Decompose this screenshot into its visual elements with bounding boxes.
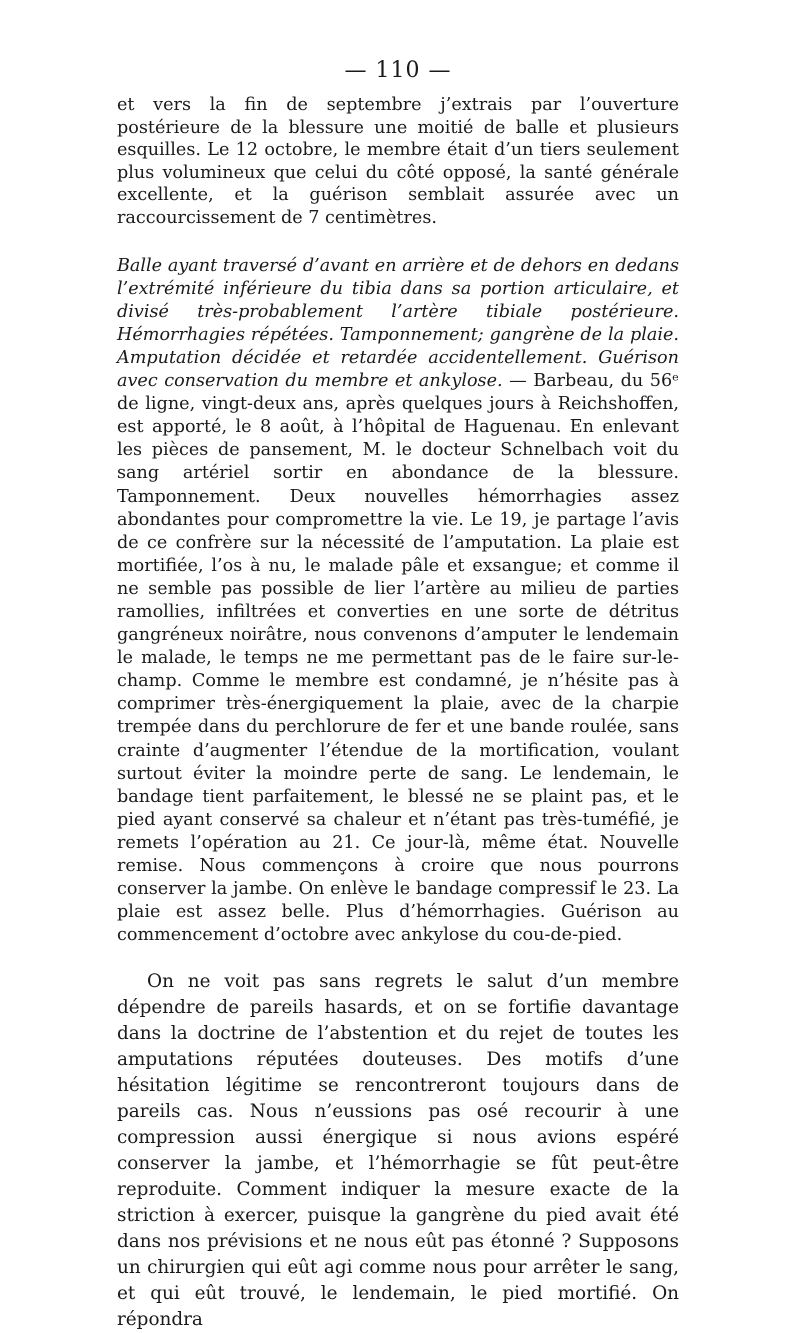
reflection-paragraph: On ne voit pas sans regrets le salut d’un membre dépendre de pareils hasards, et on se fortifie davantage dans la doctrine de l’abstention et du rejet de toutes les amputations réputées douteuses. Des motifs d’une hésitation légitime se rencontreront toujours dans de pareils cas. Nous n’eussions pas osé recourir à une compression aussi énergique si nous avions espéré conserver la jambe, et l’hémorrhagie se fût peut-être reproduite. Comment indiquer la mesure exacte de la striction à exercer, puisque la gangrène du pied avait été dans nos prévisions et ne nous eût pas étonné ? Supposons un chirurgien qui eût agi comme nous pour arrêter le sang, et qui eût trouvé, le lendemain, le pied mortifié. On répondra	[117, 971, 679, 1331]
case-paragraph	[117, 255, 679, 948]
page-number: — 110 —	[344, 58, 452, 83]
intro-paragraph: et vers la fin de septembre j’extrais par l’ouverture postérieure de la blessure une moitié de balle et plusieurs esquilles. Le 12 octobre, le membre était d’un tiers seulement plus volumineux que celui du côté opposé, la santé générale excellente, et la guérison semblait assurée avec un raccourcissement de 7 centimètres.	[117, 95, 679, 228]
book-page	[117, 56, 679, 1333]
case-title: Balle ayant traversé d’avant en arrière et de dehors en dedans l’extrémité inférieure du tibia dans sa portion articulaire, et divisé très-probablement l’artère tibiale postérieure. Hémorrhagies répétées. Tamponnement; gangrène de la plaie. Amputation décidée et retardée accidentellement. Guérison avec conservation du membre et ankylose.	[117, 255, 679, 392]
case-body: — Barbeau, du 56ᵉ de ligne, vingt-deux ans, après quelques jours à Reichshoffen, est apporté, le 8 août, à l’hôpital de Haguenau. En enlevant les pièces de pansement, M. le docteur Schnelbach voit du sang artériel sortir en abondance de la blessure. Tamponnement. Deux nouvelles hémorrhagies assez abondantes pour compromettre la vie. Le 19, je partage l’avis de ce confrère sur la nécessité de l’amputation. La plaie est mortifiée, l’os à nu, le malade pâle et exsangue; et comme il ne semble pas possible de lier l’artère au milieu de parties ramollies, infiltrées et converties en une sorte de détritus gangréneux noirâtre, nous convenons d’amputer le lendemain le malade, le temps ne me permettant pas de le faire sur-le-champ. Comme le membre est condamné, je n’hésite pas à comprimer très-énergiquement la plaie, avec de la charpie trempée dans du perchlorure de fer et une bande roulée, sans crainte d’augmenter l’étendue de la mortification, voulant surtout éviter la moindre perte de sang. Le lendemain, le bandage tient parfaitement, le blessé ne se plaint pas, et le pied ayant conservé sa chaleur et n’étant pas très-tuméfié, je remets l’opération au 21. Ce jour-là, même état. Nouvelle remise. Nous commençons à croire que nous pourrons conserver la jambe. On enlève le bandage compressif le 23. La plaie est assez belle. Plus d’hémorrhagies. Guérison au commencement d’octobre avec ankylose du cou-de-pied.	[117, 371, 679, 946]
